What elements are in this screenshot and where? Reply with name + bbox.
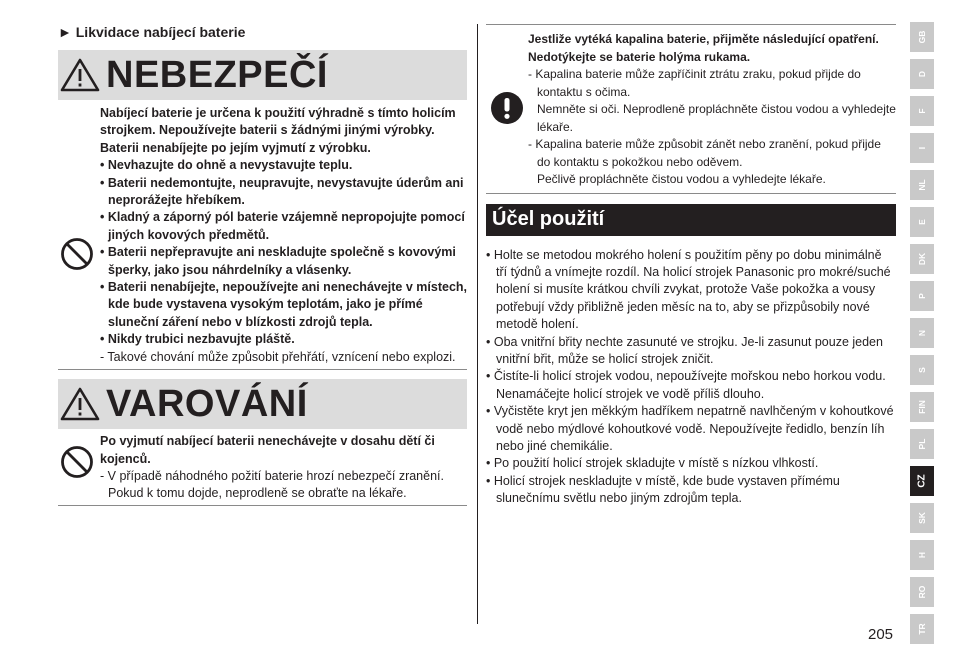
language-tab-label: E (917, 219, 927, 225)
purpose-item: • Oba vnitřní břity nechte zasunuté ve strojku. Je-li zasunut pouze jeden vnitřní břit, může se holicí strojek zničit. (486, 334, 883, 366)
caution-title: VAROVÁNÍ (106, 383, 308, 426)
language-tab-label: RO (917, 585, 927, 599)
language-tab-ro[interactable] (910, 577, 934, 607)
danger-block (58, 105, 467, 366)
language-tab-f[interactable] (910, 96, 934, 126)
language-tab-sk[interactable] (910, 503, 934, 533)
language-tab-label: PL (917, 438, 927, 450)
danger-line: • Nikdy trubici nezbavujte pláště. (100, 332, 295, 347)
language-tab-fin[interactable] (910, 392, 934, 422)
purpose-item: • Po použití holicí strojek skladujte v místě s nízkou vlhkostí. (486, 456, 819, 471)
language-tab-label: GB (917, 30, 927, 44)
language-tab-label: FIN (917, 400, 927, 414)
divider (58, 505, 467, 506)
language-tab-label: CZ (916, 474, 928, 488)
section-heading: ► Likvidace nabíjecí baterie (58, 24, 246, 40)
warning-triangle-icon (60, 387, 100, 421)
language-tab-label: S (917, 367, 927, 373)
danger-line: • Baterii nedemontujte, neupravujte, nevystavujte úderům ani neprorážejte hřebíkem. (100, 175, 464, 208)
language-tab-gb[interactable] (910, 22, 934, 52)
leak-warning-block (486, 31, 896, 189)
language-tabs (910, 22, 934, 651)
column-divider (477, 24, 478, 624)
language-tab-label: H (917, 551, 927, 559)
purpose-list (486, 247, 896, 508)
language-tab-n[interactable] (910, 318, 934, 348)
danger-banner (58, 50, 467, 100)
leak-warning-item: - Kapalina baterie může zapříčinit ztrátu zraku, pokud přijde do kontaktu s očima. (528, 67, 861, 99)
language-tab-label: TR (917, 623, 927, 635)
leak-warning-item: - Kapalina baterie může způsobit zánět nebo zranění, pokud přijde do kontaktu s pokožkou nebo oděvem. (528, 137, 881, 169)
language-tab-d[interactable] (910, 59, 934, 89)
prohibition-icon (60, 237, 94, 271)
language-tab-h[interactable] (910, 540, 934, 570)
language-tab-e[interactable] (910, 207, 934, 237)
exclamation-icon (490, 91, 524, 125)
language-tab-pl[interactable] (910, 429, 934, 459)
page-number: 205 (868, 626, 894, 643)
danger-line: - Takové chování může způsobit přehřátí, vznícení nebo explozi. (100, 349, 456, 364)
caution-block (58, 433, 467, 503)
language-tab-label: F (917, 108, 927, 114)
danger-line: • Nevhazujte do ohně a nevystavujte teplu. (100, 158, 353, 173)
danger-line: • Baterii nepřepravujte ani neskladujte společně s kovovými šperky, jako jsou náhrdelníky a vlásenky. (100, 245, 456, 277)
danger-line: Baterii nenabíjejte po jejím vyjmutí z výrobku. (100, 140, 371, 155)
purpose-item: • Vyčistěte kryt jen měkkým hadříkem nepatrně navlhčeným v kohoutkové vodě nebo mýdlové kohoutkové vodě. Nepoužívejte ředidlo, benzín líh nebo jiné chemikálie. (486, 404, 894, 453)
language-tab-label: P (917, 293, 927, 299)
leak-warning-title: Jestliže vytéká kapalina baterie, přijměte následující opatření. Nedotýkejte se baterie holýma rukama. (528, 32, 879, 64)
language-tab-label: N (917, 329, 927, 337)
language-tab-label: NL (917, 179, 927, 191)
language-tab-tr[interactable] (910, 614, 934, 644)
leak-warning-item: Nemněte si oči. Neprodleně propláchněte čistou vodou a vyhledejte lékaře. (537, 102, 896, 134)
language-tab-label: SK (917, 512, 927, 524)
language-tab-label: D (917, 70, 927, 78)
danger-line: • Baterii nenabíjejte, nepoužívejte ani nenechávejte v místech, kde bude vystavena vysokým teplotám, jako je přímé sluneční záření nebo v blízkosti zdrojů tepla. (100, 280, 467, 329)
purpose-heading: Účel použití (486, 204, 896, 236)
language-tab-label: I (917, 146, 927, 150)
language-tab-nl[interactable] (910, 170, 934, 200)
language-tab-dk[interactable] (910, 244, 934, 274)
caution-banner (58, 379, 467, 429)
language-tab-label: DK (917, 252, 927, 266)
warning-triangle-icon (60, 58, 100, 92)
danger-line: Nabíjecí baterie je určena k použití výhradně s tímto holicím strojkem. Nepoužívejte baterii s žádnými jinými výrobky. (100, 106, 456, 138)
caution-note: - V případě náhodného požití baterie hrozí nebezpečí zranění. Pokud k tomu dojde, neprodleně se obraťte na lékaře. (100, 468, 444, 501)
prohibition-icon (60, 445, 94, 479)
language-tab-i[interactable] (910, 133, 934, 163)
purpose-item: • Holicí strojek neskladujte v místě, kde bude vystaven přímému slunečnímu světlu nebo jiným zdrojům tepla. (486, 473, 840, 506)
danger-title: NEBEZPEČÍ (106, 54, 328, 96)
language-tab-p[interactable] (910, 281, 934, 311)
left-column (58, 24, 467, 506)
purpose-item: • Čistíte-li holicí strojek vodou, nepoužívejte mořskou nebo horkou vodu. Nenamáčejte holicí strojek ve vodě příliš dlouho. (486, 369, 886, 401)
danger-line: • Kladný a záporný pól baterie vzájemně nepropojujte pomocí jiných kovových předmětů. (100, 210, 465, 242)
language-tab-cz[interactable] (910, 466, 934, 496)
leak-warning-item: Pečlivě propláchněte čistou vodou a vyhledejte lékaře. (537, 172, 826, 186)
right-column (486, 24, 896, 508)
language-tab-s[interactable] (910, 355, 934, 385)
purpose-item: • Holte se metodou mokrého holení s použitím pěny po dobu minimálně tří týdnů a vnímejte rozdíl. Na holicí strojek Panasonic pro mokré/suché holení si musíte krátkou chvíli zvykat, protože Vaše pokožka a vousy potřebují vždy přibližně jeden měsíc na to, aby se přizpůsobily nové metodě holení. (486, 247, 891, 332)
caution-text: Po vyjmutí nabíjecí baterii nenechávejte v dosahu dětí či kojenců. (100, 434, 435, 466)
